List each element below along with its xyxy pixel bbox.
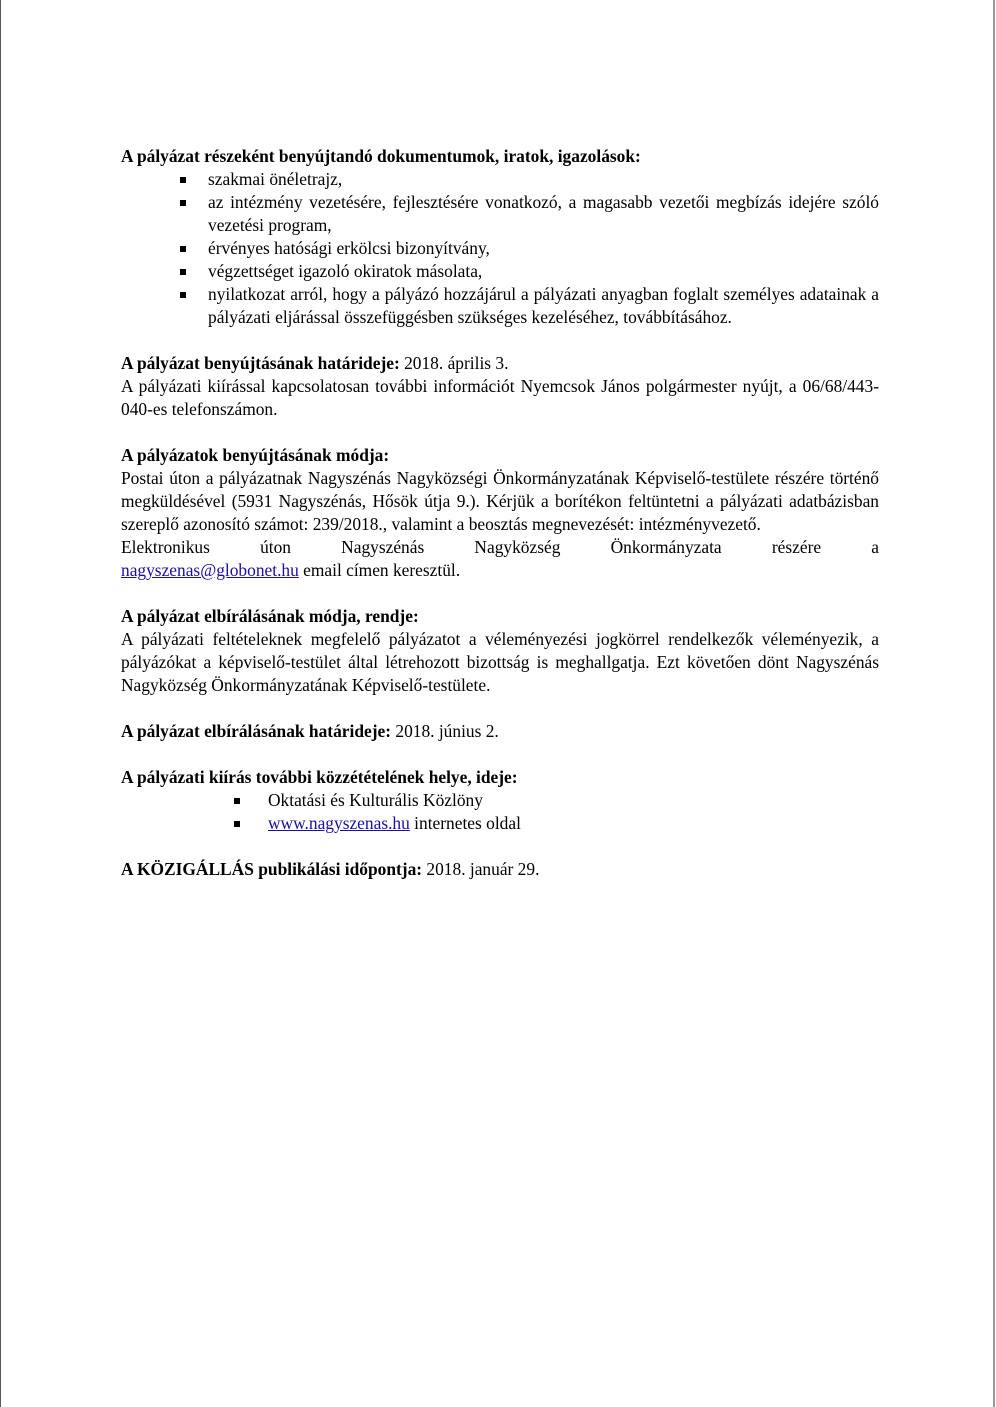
documents-heading: A pályázat részeként benyújtandó dokumentumok, iratok, igazolások: (121, 146, 641, 166)
deadline-value: 2018. április 3. (399, 353, 509, 373)
email-link[interactable]: nagyszenas@globonet.hu (121, 560, 299, 580)
evaluation-heading: A pályázat elbírálásának módja, rendje: (121, 606, 419, 626)
page-right-edge (993, 0, 995, 1407)
evaluation-deadline-line (121, 720, 879, 743)
evaluation-deadline-label: A pályázat elbírálásának határideje: (121, 721, 392, 741)
bullet-icon (234, 798, 240, 804)
deadline-info: A pályázati kiírással kapcsolatosan további információt Nyemcsok János polgármester nyújt, a 06/68/443-040-es telefonszámon. (121, 376, 879, 419)
list-item: www.nagyszenas.hu internetes oldal (121, 812, 879, 835)
bullet-icon (180, 246, 186, 252)
evaluation-text: A pályázati feltételeknek megfelelő pályázatot a véleményezési jogkörrel rendelkezők véleményezik, a pályázókat a képviselő-testület által létrehozott bizottság is meghallgatja. Ezt követően dönt Nagyszénás Nagyközség Önkormányzatának Képviselő-testülete. (121, 629, 879, 695)
bullet-icon (234, 821, 240, 827)
publication-list (121, 789, 879, 835)
submission-heading: A pályázatok benyújtásának módja: (121, 445, 390, 465)
kozigallas-value: 2018. január 29. (422, 859, 540, 879)
website-link[interactable]: www.nagyszenas.hu (268, 813, 410, 833)
bullet-icon (180, 200, 186, 206)
document-body (121, 145, 879, 881)
page-left-edge (0, 0, 1, 1407)
submission-postal: Postai úton a pályázatnak Nagyszénás Nagyközségi Önkormányzatának Képviselő-testülete részére történő megküldésével (5931 Nagyszénás, Hősök útja 9.). Kérjük a borítékon feltüntetni a pályázati adatbázisban szereplő azonosító számot: 239/2018., valamint a beosztás megnevezését: intézményvezető. (121, 468, 879, 534)
list-item: Oktatási és Kulturális Közlöny (121, 789, 879, 812)
list-item: érvényes hatósági erkölcsi bizonyítvány, (121, 237, 879, 260)
evaluation-deadline-value: 2018. június 2. (391, 721, 499, 741)
submission-email-line (121, 559, 879, 582)
list-item: végzettséget igazoló okiratok másolata, (121, 260, 879, 283)
documents-list (121, 168, 879, 329)
deadline-label: A pályázat benyújtásának határideje: (121, 353, 400, 373)
kozigallas-line (121, 858, 879, 881)
publication-heading: A pályázati kiírás további közzétételének helye, ideje: (121, 767, 518, 787)
kozigallas-label: A KÖZIGÁLLÁS publikálási időpontja: (121, 859, 423, 879)
deadline-line (121, 352, 879, 375)
list-item: nyilatkozat arról, hogy a pályázó hozzájárul a pályázati anyagban foglalt személyes adatainak a pályázati eljárással összefüggésben szükséges kezeléséhez, továbbításához. (121, 283, 879, 329)
bullet-icon (180, 292, 186, 298)
bullet-icon (180, 177, 186, 183)
list-item: szakmai önéletrajz, (121, 168, 879, 191)
bullet-icon (180, 269, 186, 275)
list-item: az intézmény vezetésére, fejlesztésére vonatkozó, a magasabb vezetői megbízás idejére szóló vezetési program, (121, 191, 879, 237)
email-suffix: email címen keresztül. (298, 560, 461, 580)
submission-electronic: Elektronikus úton Nagyszénás Nagyközség Önkormányzata részére a (121, 537, 879, 557)
